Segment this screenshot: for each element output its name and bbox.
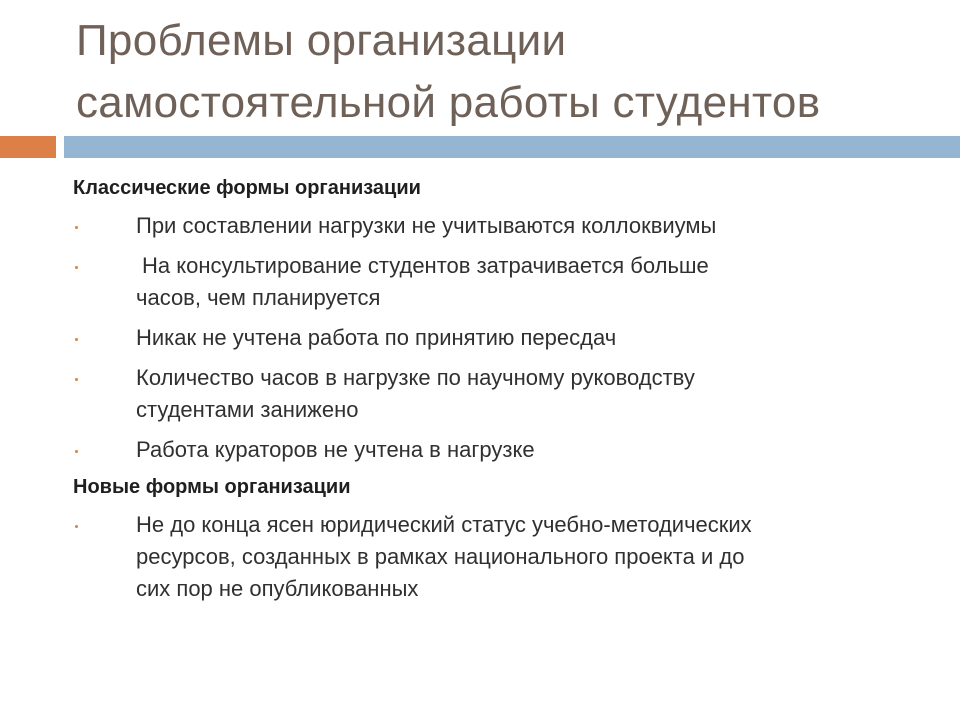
bullet-list-classic <box>73 210 933 466</box>
list-item <box>73 362 933 426</box>
list-item-line: сих пор не опубликованных <box>136 576 419 601</box>
section-heading-new: Новые формы организации <box>73 476 351 498</box>
list-item-line: На консультирование студентов затрачивается больше <box>142 253 709 278</box>
list-item-line: часов, чем планируется <box>136 285 381 310</box>
slide-title-line-2: самостоятельной работы студентов <box>76 78 821 127</box>
list-item-line: Не до конца ясен юридический статус учебно-методических <box>136 512 752 537</box>
bullet-icon <box>75 266 78 269</box>
accent-bar-orange <box>0 136 56 158</box>
list-item <box>73 210 933 242</box>
list-item-text <box>136 509 933 605</box>
slide-title-line-1: Проблемы организации <box>76 16 567 65</box>
list-item-line: ресурсов, созданных в рамках национального проекта и до <box>136 544 745 569</box>
section-heading-classic: Классические формы организации <box>73 177 421 199</box>
list-item <box>73 509 933 605</box>
list-item-text <box>136 322 933 354</box>
bullet-icon <box>75 378 78 381</box>
list-item-line: студентами занижено <box>136 397 359 422</box>
list-item-text <box>136 210 933 242</box>
list-item <box>73 250 933 314</box>
list-item-text <box>136 362 933 426</box>
bullet-icon <box>75 525 78 528</box>
list-item-text <box>136 250 933 314</box>
slide-title <box>76 10 936 134</box>
bullet-list-new <box>73 509 933 605</box>
list-item-line: Никак не учтена работа по принятию пересдач <box>136 325 617 350</box>
list-item-line: Количество часов в нагрузке по научному руководству <box>136 365 695 390</box>
accent-bar-blue <box>64 136 960 158</box>
list-item-text <box>136 434 933 466</box>
list-item <box>73 434 933 466</box>
bullet-icon <box>75 226 78 229</box>
list-item-line: При составлении нагрузки не учитываются коллоквиумы <box>136 213 717 238</box>
bullet-icon <box>75 450 78 453</box>
list-item <box>73 322 933 354</box>
slide-content <box>73 174 933 612</box>
list-item-line: Работа кураторов не учтена в нагрузке <box>136 437 535 462</box>
bullet-icon <box>75 338 78 341</box>
